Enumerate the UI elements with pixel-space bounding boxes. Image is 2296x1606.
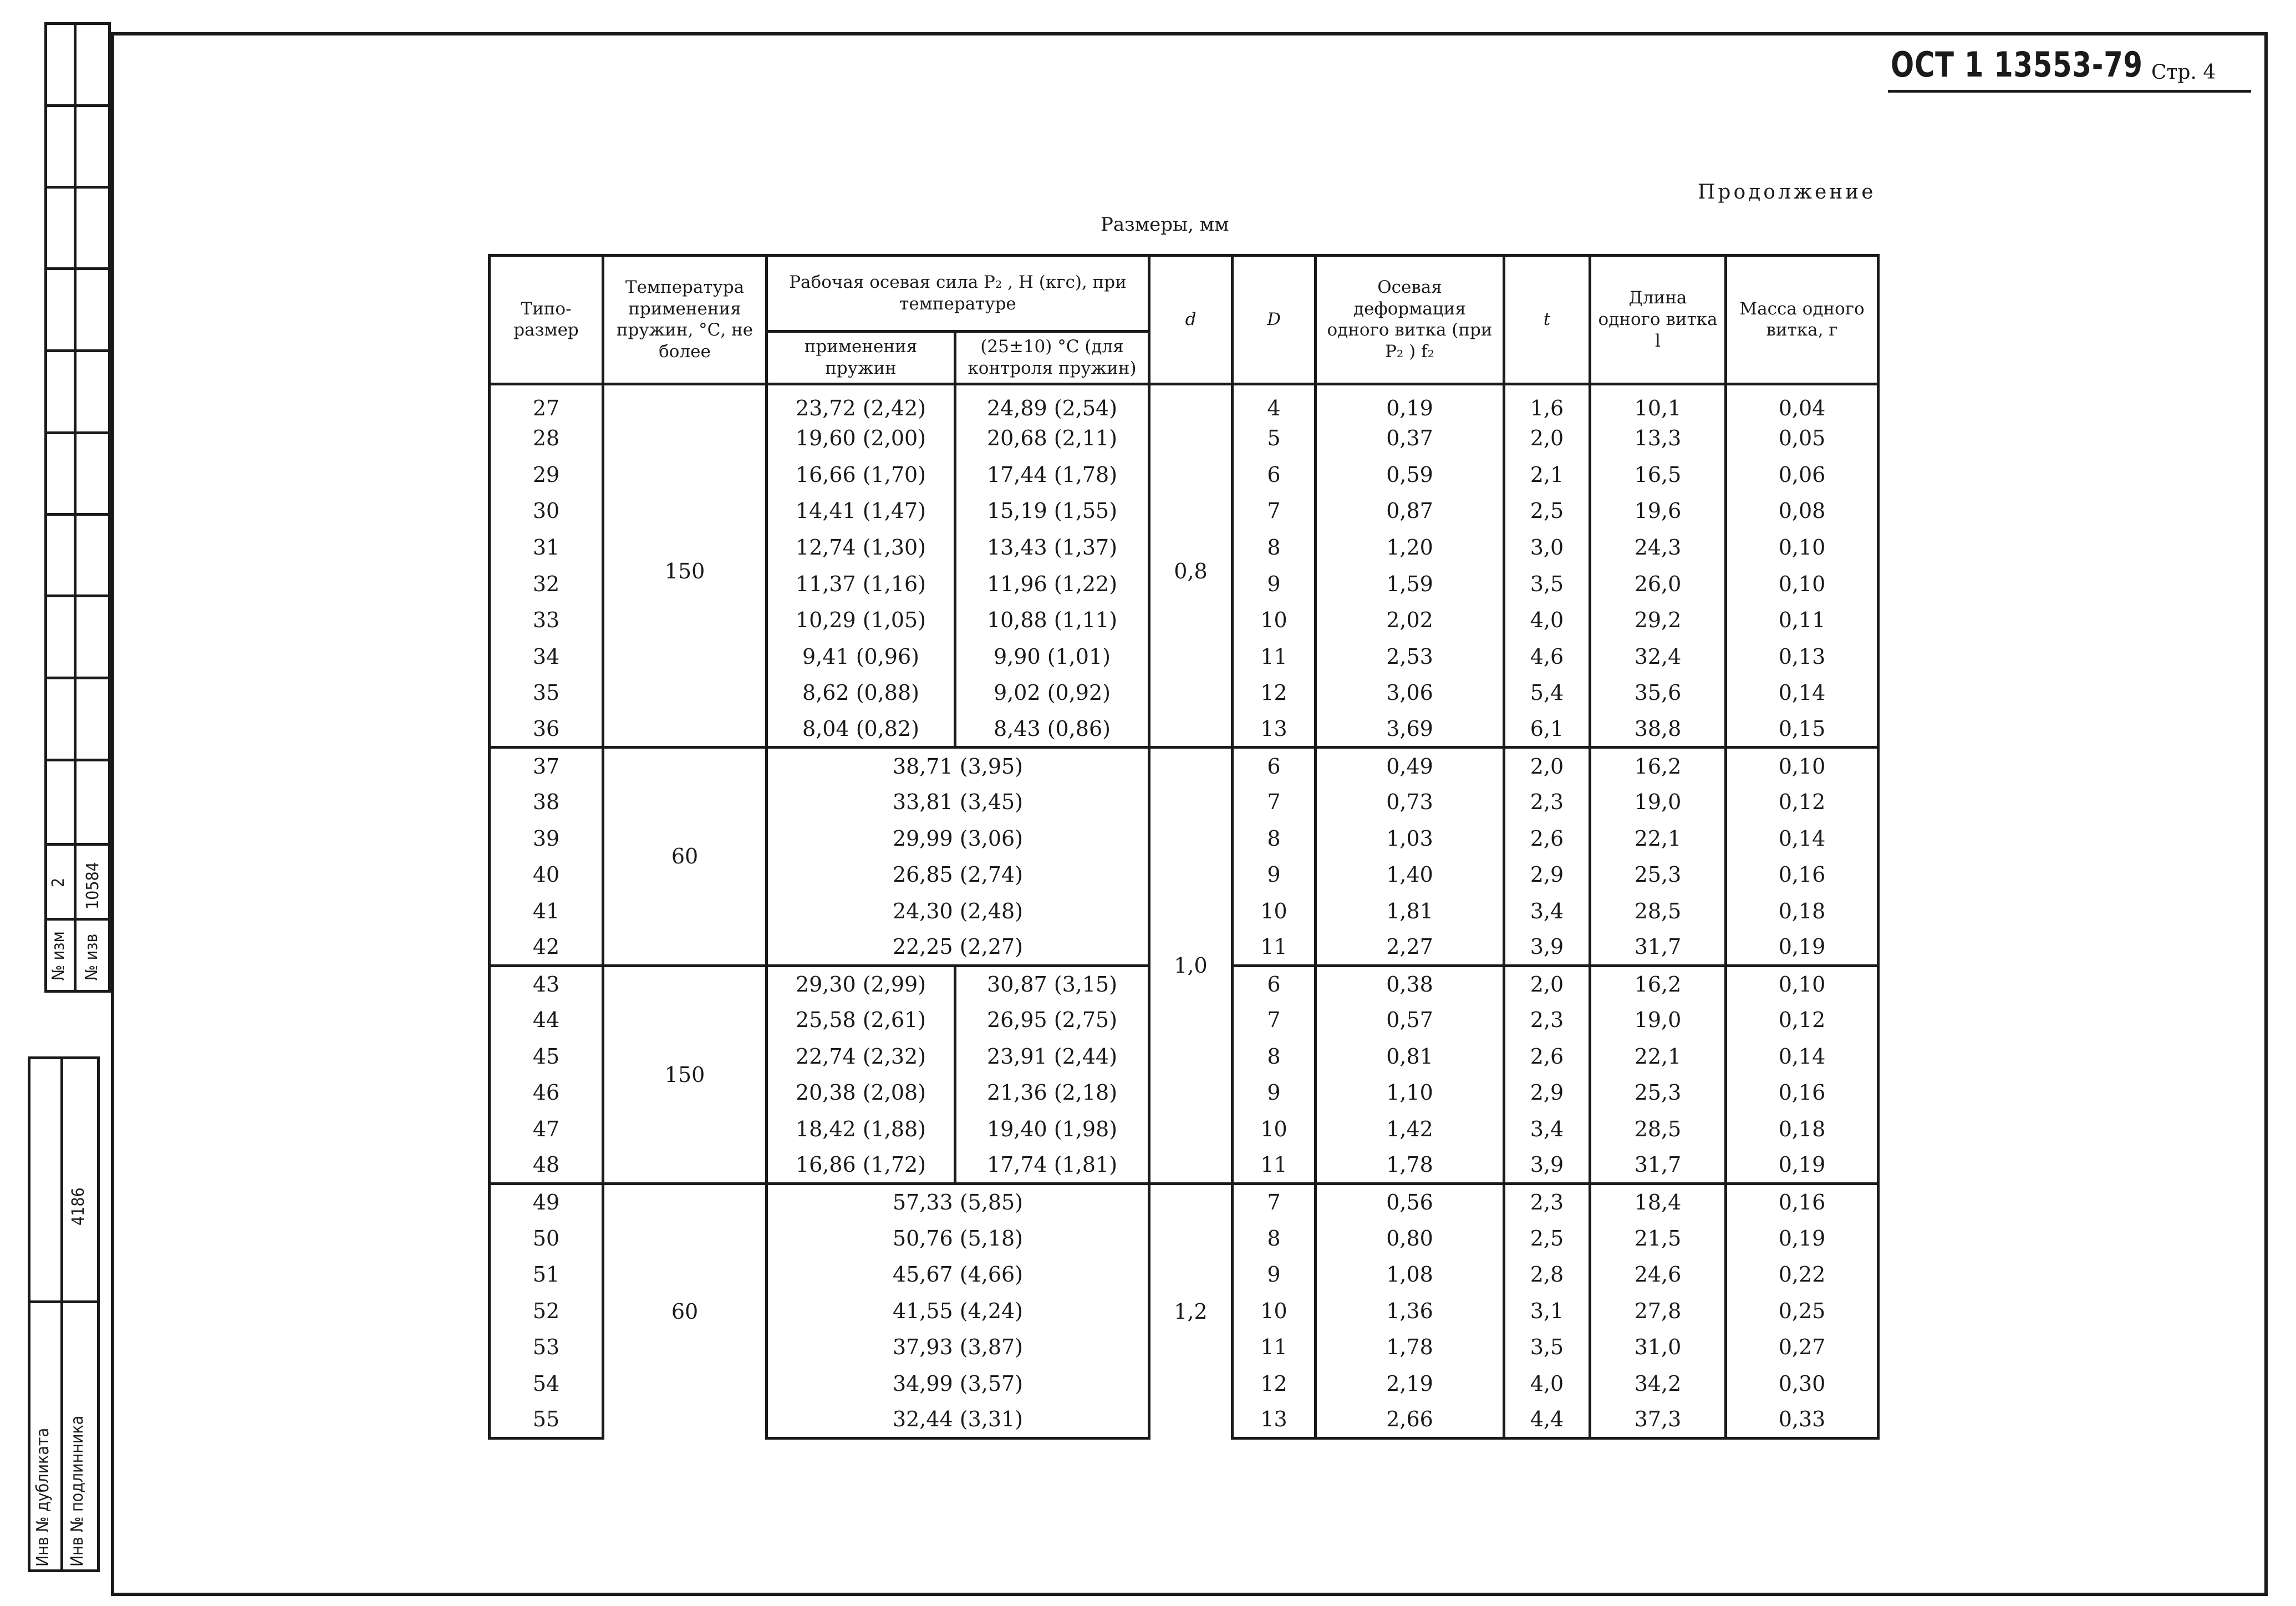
cell-coil-length: 22,1 [1590, 820, 1726, 857]
margin-rule [44, 513, 111, 516]
cell-coil-mass: 0,10 [1726, 566, 1878, 602]
cell-spring-diameter: 9 [1233, 1075, 1316, 1111]
cell-pitch: 4,0 [1504, 602, 1590, 638]
cell-coil-length: 26,0 [1590, 566, 1726, 602]
cell-spring-diameter: 10 [1233, 602, 1316, 638]
cell-coil-length: 29,2 [1590, 602, 1726, 638]
cell-force-application: 8,04 (0,82) [767, 711, 955, 748]
cell-size: 30 [490, 493, 603, 530]
cell-pitch: 4,0 [1504, 1365, 1590, 1402]
cell-pitch: 3,4 [1504, 893, 1590, 929]
cell-pitch: 2,1 [1504, 456, 1590, 493]
header-force-control: (25±10) °С (для контроля пружин) [955, 332, 1149, 384]
cell-coil-mass: 0,16 [1726, 1183, 1878, 1220]
cell-coil-mass: 0,25 [1726, 1293, 1878, 1329]
header-mass: Масса одного витка, г [1726, 256, 1878, 384]
cell-coil-length: 19,6 [1590, 493, 1726, 530]
margin-rule [44, 186, 111, 189]
cell-spring-diameter: 7 [1233, 784, 1316, 820]
cell-size: 54 [490, 1365, 603, 1402]
margin-rule [44, 843, 111, 846]
header-D: D [1233, 256, 1316, 384]
cell-size: 51 [490, 1257, 603, 1293]
inv-duplicate-label: Инв № дубликата [33, 1427, 53, 1567]
cell-spring-diameter: 11 [1233, 1147, 1316, 1184]
header-force-application: применения пружин [767, 332, 955, 384]
cell-pitch: 2,5 [1504, 493, 1590, 530]
cell-deformation: 0,87 [1316, 493, 1504, 530]
cell-deformation: 0,80 [1316, 1220, 1504, 1257]
table-row [490, 384, 1878, 420]
cell-spring-diameter: 8 [1233, 1220, 1316, 1257]
cell-coil-mass: 0,18 [1726, 893, 1878, 929]
cell-coil-length: 13,3 [1590, 420, 1726, 457]
cell-deformation: 2,02 [1316, 602, 1504, 638]
cell-deformation: 0,73 [1316, 784, 1504, 820]
cell-coil-mass: 0,19 [1726, 1220, 1878, 1257]
cell-coil-length: 28,5 [1590, 893, 1726, 929]
cell-size: 37 [490, 748, 603, 784]
cell-coil-length: 37,3 [1590, 1402, 1726, 1439]
cell-force-application: 23,72 (2,42) [767, 384, 955, 420]
cell-coil-length: 31,7 [1590, 929, 1726, 965]
cell-spring-diameter: 10 [1233, 1293, 1316, 1329]
cell-force-control: 10,88 (1,11) [955, 602, 1149, 638]
cell-coil-length: 19,0 [1590, 1002, 1726, 1039]
cell-deformation: 0,81 [1316, 1038, 1504, 1075]
cell-coil-mass: 0,11 [1726, 602, 1878, 638]
header-d: d [1149, 256, 1233, 384]
cell-spring-diameter: 6 [1233, 748, 1316, 784]
header-t: t [1504, 256, 1590, 384]
cell-pitch: 2,6 [1504, 820, 1590, 857]
cell-size: 46 [490, 1075, 603, 1111]
cell-spring-diameter: 13 [1233, 1402, 1316, 1439]
cell-force-control: 17,44 (1,78) [955, 456, 1149, 493]
cell-temperature: 60 [603, 1183, 767, 1438]
cell-pitch: 4,6 [1504, 638, 1590, 675]
cell-deformation: 2,27 [1316, 929, 1504, 965]
cell-deformation: 1,08 [1316, 1257, 1504, 1293]
margin-rule [44, 104, 111, 107]
cell-deformation: 0,56 [1316, 1183, 1504, 1220]
cell-size: 47 [490, 1111, 603, 1147]
cell-coil-mass: 0,04 [1726, 384, 1878, 420]
cell-coil-length: 31,7 [1590, 1147, 1726, 1184]
cell-coil-length: 18,4 [1590, 1183, 1726, 1220]
cell-force-control: 11,96 (1,22) [955, 566, 1149, 602]
cell-spring-diameter: 9 [1233, 1257, 1316, 1293]
cell-spring-diameter: 7 [1233, 1002, 1316, 1039]
cell-force-application: 12,74 (1,30) [767, 529, 955, 566]
notice-no-label: № изв [82, 933, 101, 980]
cell-deformation: 3,69 [1316, 711, 1504, 748]
margin-rule [44, 267, 111, 270]
cell-force: 29,99 (3,06) [767, 820, 1149, 857]
cell-force: 26,85 (2,74) [767, 856, 1149, 893]
cell-coil-length: 35,6 [1590, 675, 1726, 711]
cell-force: 45,67 (4,66) [767, 1257, 1149, 1293]
cell-size: 42 [490, 929, 603, 965]
cell-force: 24,30 (2,48) [767, 893, 1149, 929]
cell-coil-length: 21,5 [1590, 1220, 1726, 1257]
cell-size: 35 [490, 675, 603, 711]
header-length: Длина одного витка l [1590, 256, 1726, 384]
inv-original-value: 4186 [69, 1187, 88, 1226]
page-number: Стр. 4 [2151, 61, 2216, 84]
cell-deformation: 1,40 [1316, 856, 1504, 893]
cell-coil-length: 16,2 [1590, 965, 1726, 1002]
cell-deformation: 1,78 [1316, 1329, 1504, 1366]
cell-coil-mass: 0,30 [1726, 1365, 1878, 1402]
cell-coil-mass: 0,13 [1726, 638, 1878, 675]
cell-size: 55 [490, 1402, 603, 1439]
cell-force-application: 8,62 (0,88) [767, 675, 955, 711]
cell-coil-mass: 0,27 [1726, 1329, 1878, 1366]
cell-coil-mass: 0,10 [1726, 965, 1878, 1002]
cell-coil-mass: 0,05 [1726, 420, 1878, 457]
cell-force-application: 22,74 (2,32) [767, 1038, 955, 1075]
cell-size: 45 [490, 1038, 603, 1075]
cell-coil-length: 19,0 [1590, 784, 1726, 820]
cell-size: 27 [490, 384, 603, 420]
dimensions-note: Размеры, мм [1101, 214, 1229, 236]
cell-size: 31 [490, 529, 603, 566]
cell-coil-length: 24,6 [1590, 1257, 1726, 1293]
cell-spring-diameter: 12 [1233, 1365, 1316, 1402]
cell-force-application: 16,66 (1,70) [767, 456, 955, 493]
cell-deformation: 1,36 [1316, 1293, 1504, 1329]
cell-deformation: 0,57 [1316, 1002, 1504, 1039]
continued-label: Продолжение [1698, 181, 1876, 204]
cell-coil-length: 31,0 [1590, 1329, 1726, 1366]
cell-pitch: 2,3 [1504, 1002, 1590, 1039]
cell-force: 22,25 (2,27) [767, 929, 1149, 965]
cell-deformation: 1,42 [1316, 1111, 1504, 1147]
margin-rule [44, 431, 111, 434]
cell-coil-mass: 0,10 [1726, 529, 1878, 566]
cell-deformation: 1,78 [1316, 1147, 1504, 1184]
cell-force: 41,55 (4,24) [767, 1293, 1149, 1329]
inv-original-label: Инв № подлинника [68, 1415, 87, 1567]
cell-pitch: 3,5 [1504, 566, 1590, 602]
cell-coil-length: 16,2 [1590, 748, 1726, 784]
cell-pitch: 2,3 [1504, 1183, 1590, 1220]
margin-rule [44, 759, 111, 761]
document-code: ОСТ 1 13553-79 [1891, 44, 2143, 85]
cell-coil-mass: 0,06 [1726, 456, 1878, 493]
cell-deformation: 1,03 [1316, 820, 1504, 857]
cell-coil-length: 25,3 [1590, 856, 1726, 893]
cell-pitch: 4,4 [1504, 1402, 1590, 1439]
cell-coil-mass: 0,33 [1726, 1402, 1878, 1439]
cell-size: 38 [490, 784, 603, 820]
cell-force-control: 26,95 (2,75) [955, 1002, 1149, 1039]
cell-pitch: 2,3 [1504, 784, 1590, 820]
cell-spring-diameter: 4 [1233, 384, 1316, 420]
cell-spring-diameter: 10 [1233, 893, 1316, 929]
cell-force-application: 11,37 (1,16) [767, 566, 955, 602]
cell-spring-diameter: 10 [1233, 1111, 1316, 1147]
cell-spring-diameter: 7 [1233, 1183, 1316, 1220]
margin-rule [44, 918, 111, 921]
cell-spring-diameter: 11 [1233, 1329, 1316, 1366]
cell-coil-length: 32,4 [1590, 638, 1726, 675]
cell-pitch: 2,0 [1504, 748, 1590, 784]
cell-force-application: 19,60 (2,00) [767, 420, 955, 457]
cell-spring-diameter: 7 [1233, 493, 1316, 530]
cell-force-application: 18,42 (1,88) [767, 1111, 955, 1147]
cell-temperature: 60 [603, 748, 767, 965]
cell-force-control: 17,74 (1,81) [955, 1147, 1149, 1184]
cell-coil-mass: 0,10 [1726, 748, 1878, 784]
cell-size: 36 [490, 711, 603, 748]
cell-size: 53 [490, 1329, 603, 1366]
cell-force: 32,44 (3,31) [767, 1402, 1149, 1439]
cell-coil-mass: 0,14 [1726, 675, 1878, 711]
cell-pitch: 3,5 [1504, 1329, 1590, 1366]
cell-force-control: 9,02 (0,92) [955, 675, 1149, 711]
cell-deformation: 2,19 [1316, 1365, 1504, 1402]
cell-force-control: 9,90 (1,01) [955, 638, 1149, 675]
cell-force: 34,99 (3,57) [767, 1365, 1149, 1402]
cell-force-control: 15,19 (1,55) [955, 493, 1149, 530]
cell-pitch: 6,1 [1504, 711, 1590, 748]
cell-coil-mass: 0,14 [1726, 1038, 1878, 1075]
cell-pitch: 2,0 [1504, 420, 1590, 457]
cell-size: 52 [490, 1293, 603, 1329]
table-row [490, 748, 1878, 784]
cell-size: 50 [490, 1220, 603, 1257]
cell-pitch: 2,9 [1504, 1075, 1590, 1111]
cell-size: 48 [490, 1147, 603, 1184]
cell-deformation: 0,59 [1316, 456, 1504, 493]
cell-coil-mass: 0,15 [1726, 711, 1878, 748]
cell-spring-diameter: 11 [1233, 638, 1316, 675]
cell-pitch: 2,0 [1504, 965, 1590, 1002]
cell-force-control: 24,89 (2,54) [955, 384, 1149, 420]
cell-coil-mass: 0,19 [1726, 929, 1878, 965]
cell-pitch: 3,9 [1504, 1147, 1590, 1184]
notice-no-value: 10584 [83, 862, 103, 909]
cell-size: 34 [490, 638, 603, 675]
cell-deformation: 2,53 [1316, 638, 1504, 675]
cell-coil-mass: 0,14 [1726, 820, 1878, 857]
cell-deformation: 1,81 [1316, 893, 1504, 929]
cell-force-control: 13,43 (1,37) [955, 529, 1149, 566]
cell-force-application: 16,86 (1,72) [767, 1147, 955, 1184]
header-temperature: Температура применения пружин, °С, не более [603, 256, 767, 384]
cell-coil-mass: 0,08 [1726, 493, 1878, 530]
cell-size: 41 [490, 893, 603, 929]
cell-coil-length: 38,8 [1590, 711, 1726, 748]
cell-wire-diameter: 0,8 [1149, 384, 1233, 748]
cell-force-control: 23,91 (2,44) [955, 1038, 1149, 1075]
cell-wire-diameter: 1,0 [1149, 748, 1233, 1184]
cell-pitch: 5,4 [1504, 675, 1590, 711]
cell-temperature: 150 [603, 965, 767, 1183]
cell-spring-diameter: 9 [1233, 566, 1316, 602]
cell-pitch: 2,6 [1504, 1038, 1590, 1075]
cell-size: 29 [490, 456, 603, 493]
cell-coil-length: 27,8 [1590, 1293, 1726, 1329]
cell-deformation: 0,49 [1316, 748, 1504, 784]
cell-pitch: 3,0 [1504, 529, 1590, 566]
margin-rule [44, 349, 111, 352]
cell-coil-length: 10,1 [1590, 384, 1726, 420]
cell-deformation: 1,10 [1316, 1075, 1504, 1111]
cell-deformation: 2,66 [1316, 1402, 1504, 1439]
cell-force: 37,93 (3,87) [767, 1329, 1149, 1366]
cell-force: 50,76 (5,18) [767, 1220, 1149, 1257]
cell-temperature: 150 [603, 384, 767, 748]
cell-force-application: 25,58 (2,61) [767, 1002, 955, 1039]
cell-deformation: 1,20 [1316, 529, 1504, 566]
cell-force-control: 21,36 (2,18) [955, 1075, 1149, 1111]
cell-force-control: 19,40 (1,98) [955, 1111, 1149, 1147]
header-size: Типо- размер [490, 256, 603, 384]
cell-wire-diameter: 1,2 [1149, 1183, 1233, 1438]
cell-size: 39 [490, 820, 603, 857]
cell-size: 28 [490, 420, 603, 457]
cell-force: 38,71 (3,95) [767, 748, 1149, 784]
cell-coil-mass: 0,19 [1726, 1147, 1878, 1184]
spring-spec-table [488, 254, 1880, 1440]
cell-pitch: 2,5 [1504, 1220, 1590, 1257]
cell-force-control: 30,87 (3,15) [955, 965, 1149, 1002]
cell-deformation: 0,19 [1316, 384, 1504, 420]
cell-coil-mass: 0,22 [1726, 1257, 1878, 1293]
cell-coil-length: 25,3 [1590, 1075, 1726, 1111]
cell-pitch: 3,1 [1504, 1293, 1590, 1329]
cell-coil-mass: 0,12 [1726, 1002, 1878, 1039]
cell-spring-diameter: 8 [1233, 820, 1316, 857]
cell-coil-mass: 0,12 [1726, 784, 1878, 820]
cell-spring-diameter: 13 [1233, 711, 1316, 748]
cell-deformation: 0,38 [1316, 965, 1504, 1002]
cell-pitch: 2,8 [1504, 1257, 1590, 1293]
cell-size: 33 [490, 602, 603, 638]
margin-rule [28, 1300, 100, 1303]
cell-pitch: 1,6 [1504, 384, 1590, 420]
cell-coil-length: 24,3 [1590, 529, 1726, 566]
cell-spring-diameter: 6 [1233, 456, 1316, 493]
cell-pitch: 3,9 [1504, 929, 1590, 965]
cell-deformation: 3,06 [1316, 675, 1504, 711]
cell-force-application: 14,41 (1,47) [767, 493, 955, 530]
cell-force: 33,81 (3,45) [767, 784, 1149, 820]
cell-size: 49 [490, 1183, 603, 1220]
change-no-label: № изм [49, 931, 68, 980]
cell-coil-mass: 0,16 [1726, 1075, 1878, 1111]
cell-force-application: 20,38 (2,08) [767, 1075, 955, 1111]
cell-force-application: 10,29 (1,05) [767, 602, 955, 638]
cell-coil-length: 34,2 [1590, 1365, 1726, 1402]
header-force-group: Рабочая осевая сила P₂ , Н (кгс), при температуре [767, 256, 1149, 332]
cell-size: 44 [490, 1002, 603, 1039]
cell-deformation: 1,59 [1316, 566, 1504, 602]
cell-spring-diameter: 6 [1233, 965, 1316, 1002]
cell-coil-length: 16,5 [1590, 456, 1726, 493]
cell-force: 57,33 (5,85) [767, 1183, 1149, 1220]
margin-rule [44, 594, 111, 597]
margin-column-inner [44, 22, 77, 993]
header-rule [1888, 90, 2251, 93]
cell-spring-diameter: 5 [1233, 420, 1316, 457]
cell-deformation: 0,37 [1316, 420, 1504, 457]
cell-force-control: 20,68 (2,11) [955, 420, 1149, 457]
change-no-value: 2 [49, 877, 68, 887]
cell-coil-length: 28,5 [1590, 1111, 1726, 1147]
cell-coil-length: 22,1 [1590, 1038, 1726, 1075]
cell-spring-diameter: 11 [1233, 929, 1316, 965]
cell-size: 32 [490, 566, 603, 602]
table-row [490, 1183, 1878, 1220]
cell-spring-diameter: 12 [1233, 675, 1316, 711]
cell-size: 40 [490, 856, 603, 893]
header-deformation: Осевая деформация одного витка (при P₂ ) f₂ [1316, 256, 1504, 384]
cell-coil-mass: 0,18 [1726, 1111, 1878, 1147]
cell-spring-diameter: 8 [1233, 529, 1316, 566]
cell-pitch: 3,4 [1504, 1111, 1590, 1147]
cell-force-control: 8,43 (0,86) [955, 711, 1149, 748]
cell-pitch: 2,9 [1504, 856, 1590, 893]
cell-spring-diameter: 8 [1233, 1038, 1316, 1075]
cell-spring-diameter: 9 [1233, 856, 1316, 893]
cell-force-application: 29,30 (2,99) [767, 965, 955, 1002]
cell-force-application: 9,41 (0,96) [767, 638, 955, 675]
cell-size: 43 [490, 965, 603, 1002]
margin-rule [44, 677, 111, 679]
cell-coil-mass: 0,16 [1726, 856, 1878, 893]
